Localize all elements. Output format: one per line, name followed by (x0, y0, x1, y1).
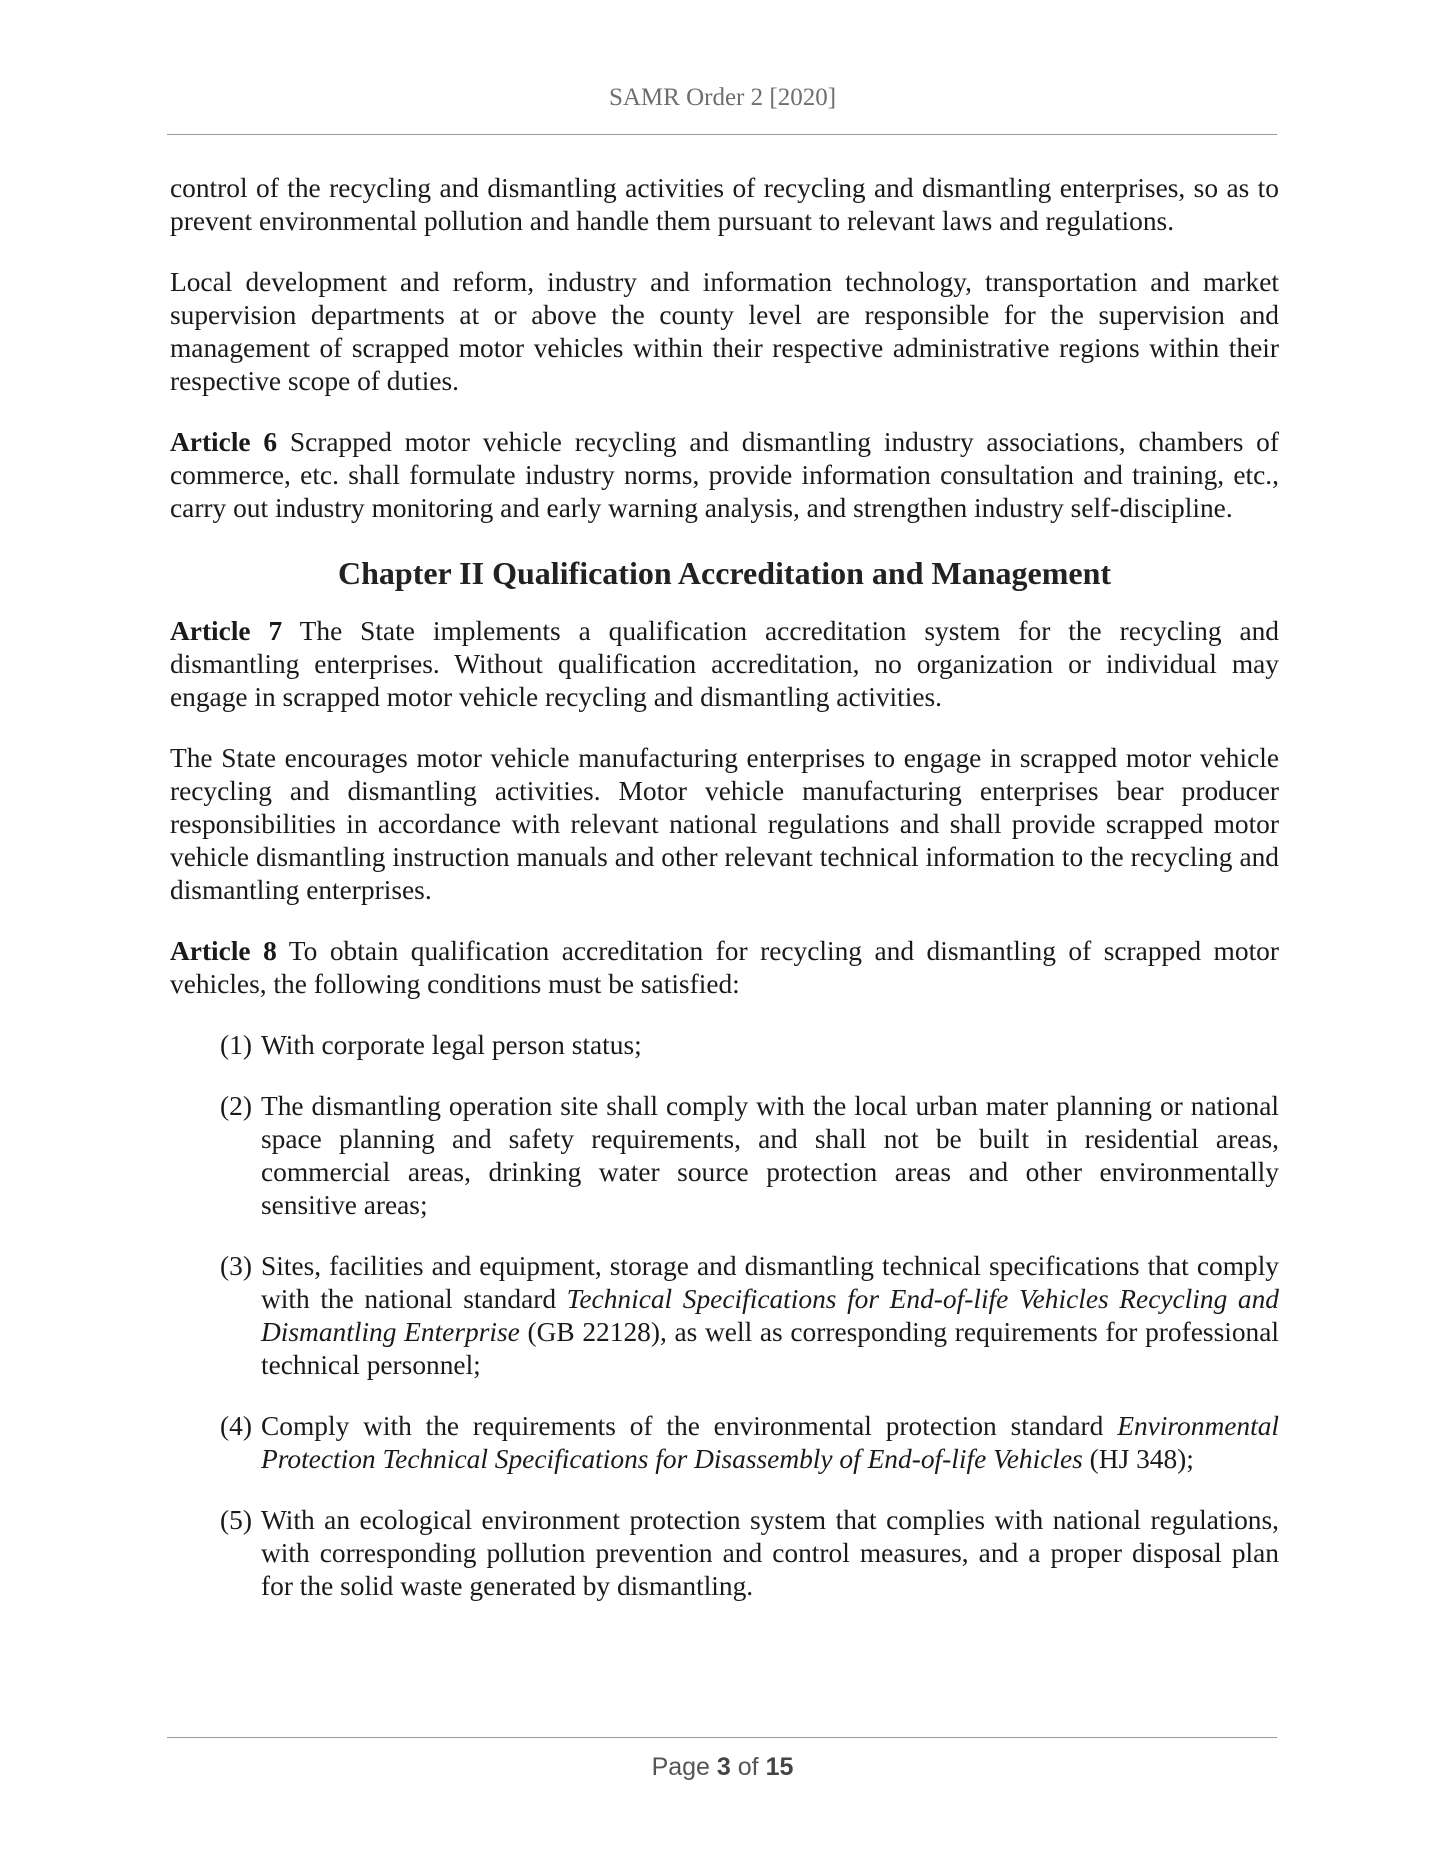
article-text: The State implements a qualification accreditation system for the recycling and dismantling enterprises. Without qualification accreditation, no organization or individual may engage in scrapped motor vehicle recycling and dismantling activities. (170, 616, 1279, 712)
list-item (170, 1250, 1279, 1382)
list-text-part: Comply with the requirements of the environmental protection standard (261, 1411, 1118, 1441)
list-text (261, 1410, 1279, 1476)
article-label: Article 6 (170, 427, 278, 457)
chapter-heading: Chapter II Qualification Accreditation and Management (337, 555, 1112, 591)
list-item (170, 1504, 1279, 1603)
footer-divider (167, 1737, 1277, 1738)
article-label: Article 8 (170, 936, 277, 966)
paragraph: control of the recycling and dismantling activities of recycling and dismantling enterprises, so as to prevent environmental pollution and handle them pursuant to relevant laws and regulations. (170, 173, 1279, 236)
list-text: The dismantling operation site shall comply with the local urban mater planning or national space planning and safety requirements, and shall not be built in residential areas, commercial areas, drinking water source protection areas and other environmentally sensitive areas; (261, 1091, 1279, 1220)
list-text: With an ecological environment protection system that complies with national regulations, with corresponding pollution prevention and control measures, and a proper disposal plan for the solid waste generated by dismantling. (261, 1505, 1279, 1601)
running-header: SAMR Order 2 [2020] (608, 84, 837, 111)
document-body (170, 172, 1279, 1631)
header-divider (167, 134, 1277, 135)
page-number: Page 3 of 15 (651, 1753, 794, 1781)
list-number: (1) (220, 1030, 252, 1060)
article-7 (170, 615, 1279, 714)
list-text-part: Sites, facilities and equipment, storage and dismantling technical specifications that comply with the national standard (261, 1251, 1279, 1314)
list-text-part: (HJ 348); (1082, 1444, 1194, 1474)
list-number: (2) (220, 1091, 252, 1121)
paragraph: Local development and reform, industry and information technology, transportation and market supervision departments at or above the county level are responsible for the supervision and management of scrapped motor vehicles within their respective administrative regions within their respective scope of duties. (170, 267, 1279, 396)
total-pages: 15 (765, 1753, 794, 1781)
list-item (170, 1410, 1279, 1476)
conditions-list (170, 1029, 1279, 1603)
article-label: Article 7 (170, 616, 283, 646)
standard-title: Environmental Protection Technical Specifications for Disassembly of End-of-life Vehicles (261, 1411, 1279, 1474)
list-number: (3) (220, 1251, 252, 1281)
article-text: Scrapped motor vehicle recycling and dismantling industry associations, chambers of commerce, etc. shall formulate industry norms, provide information consultation and training, etc., carry out industry monitoring and early warning analysis, and strengthen industry self-discipline. (170, 427, 1280, 523)
list-item (170, 1029, 1279, 1062)
standard-title: Technical Specifications for End-of-life Vehicles Recycling and Dismantling Enterprise (261, 1284, 1279, 1347)
paragraph: The State encourages motor vehicle manufacturing enterprises to engage in scrapped motor vehicle recycling and dismantling activities. Motor vehicle manufacturing enterprises bear producer responsibilities in accordance with relevant national regulations and shall provide scrapped motor vehicle dismantling instruction manuals and other relevant technical information to the recycling and dismantling enterprises. (170, 743, 1279, 905)
article-6 (170, 426, 1279, 525)
list-item (170, 1090, 1279, 1222)
article-8 (170, 935, 1279, 1001)
list-text: With corporate legal person status; (261, 1030, 642, 1060)
list-text-part: (GB 22128), as well as corresponding requirements for professional technical personnel; (261, 1317, 1279, 1380)
list-text (261, 1250, 1279, 1382)
article-text: To obtain qualification accreditation for recycling and dismantling of scrapped motor vehicles, the following conditions must be satisfied: (170, 936, 1279, 999)
current-page: 3 (716, 1753, 731, 1781)
list-number: (4) (220, 1411, 252, 1441)
list-number: (5) (220, 1505, 252, 1535)
